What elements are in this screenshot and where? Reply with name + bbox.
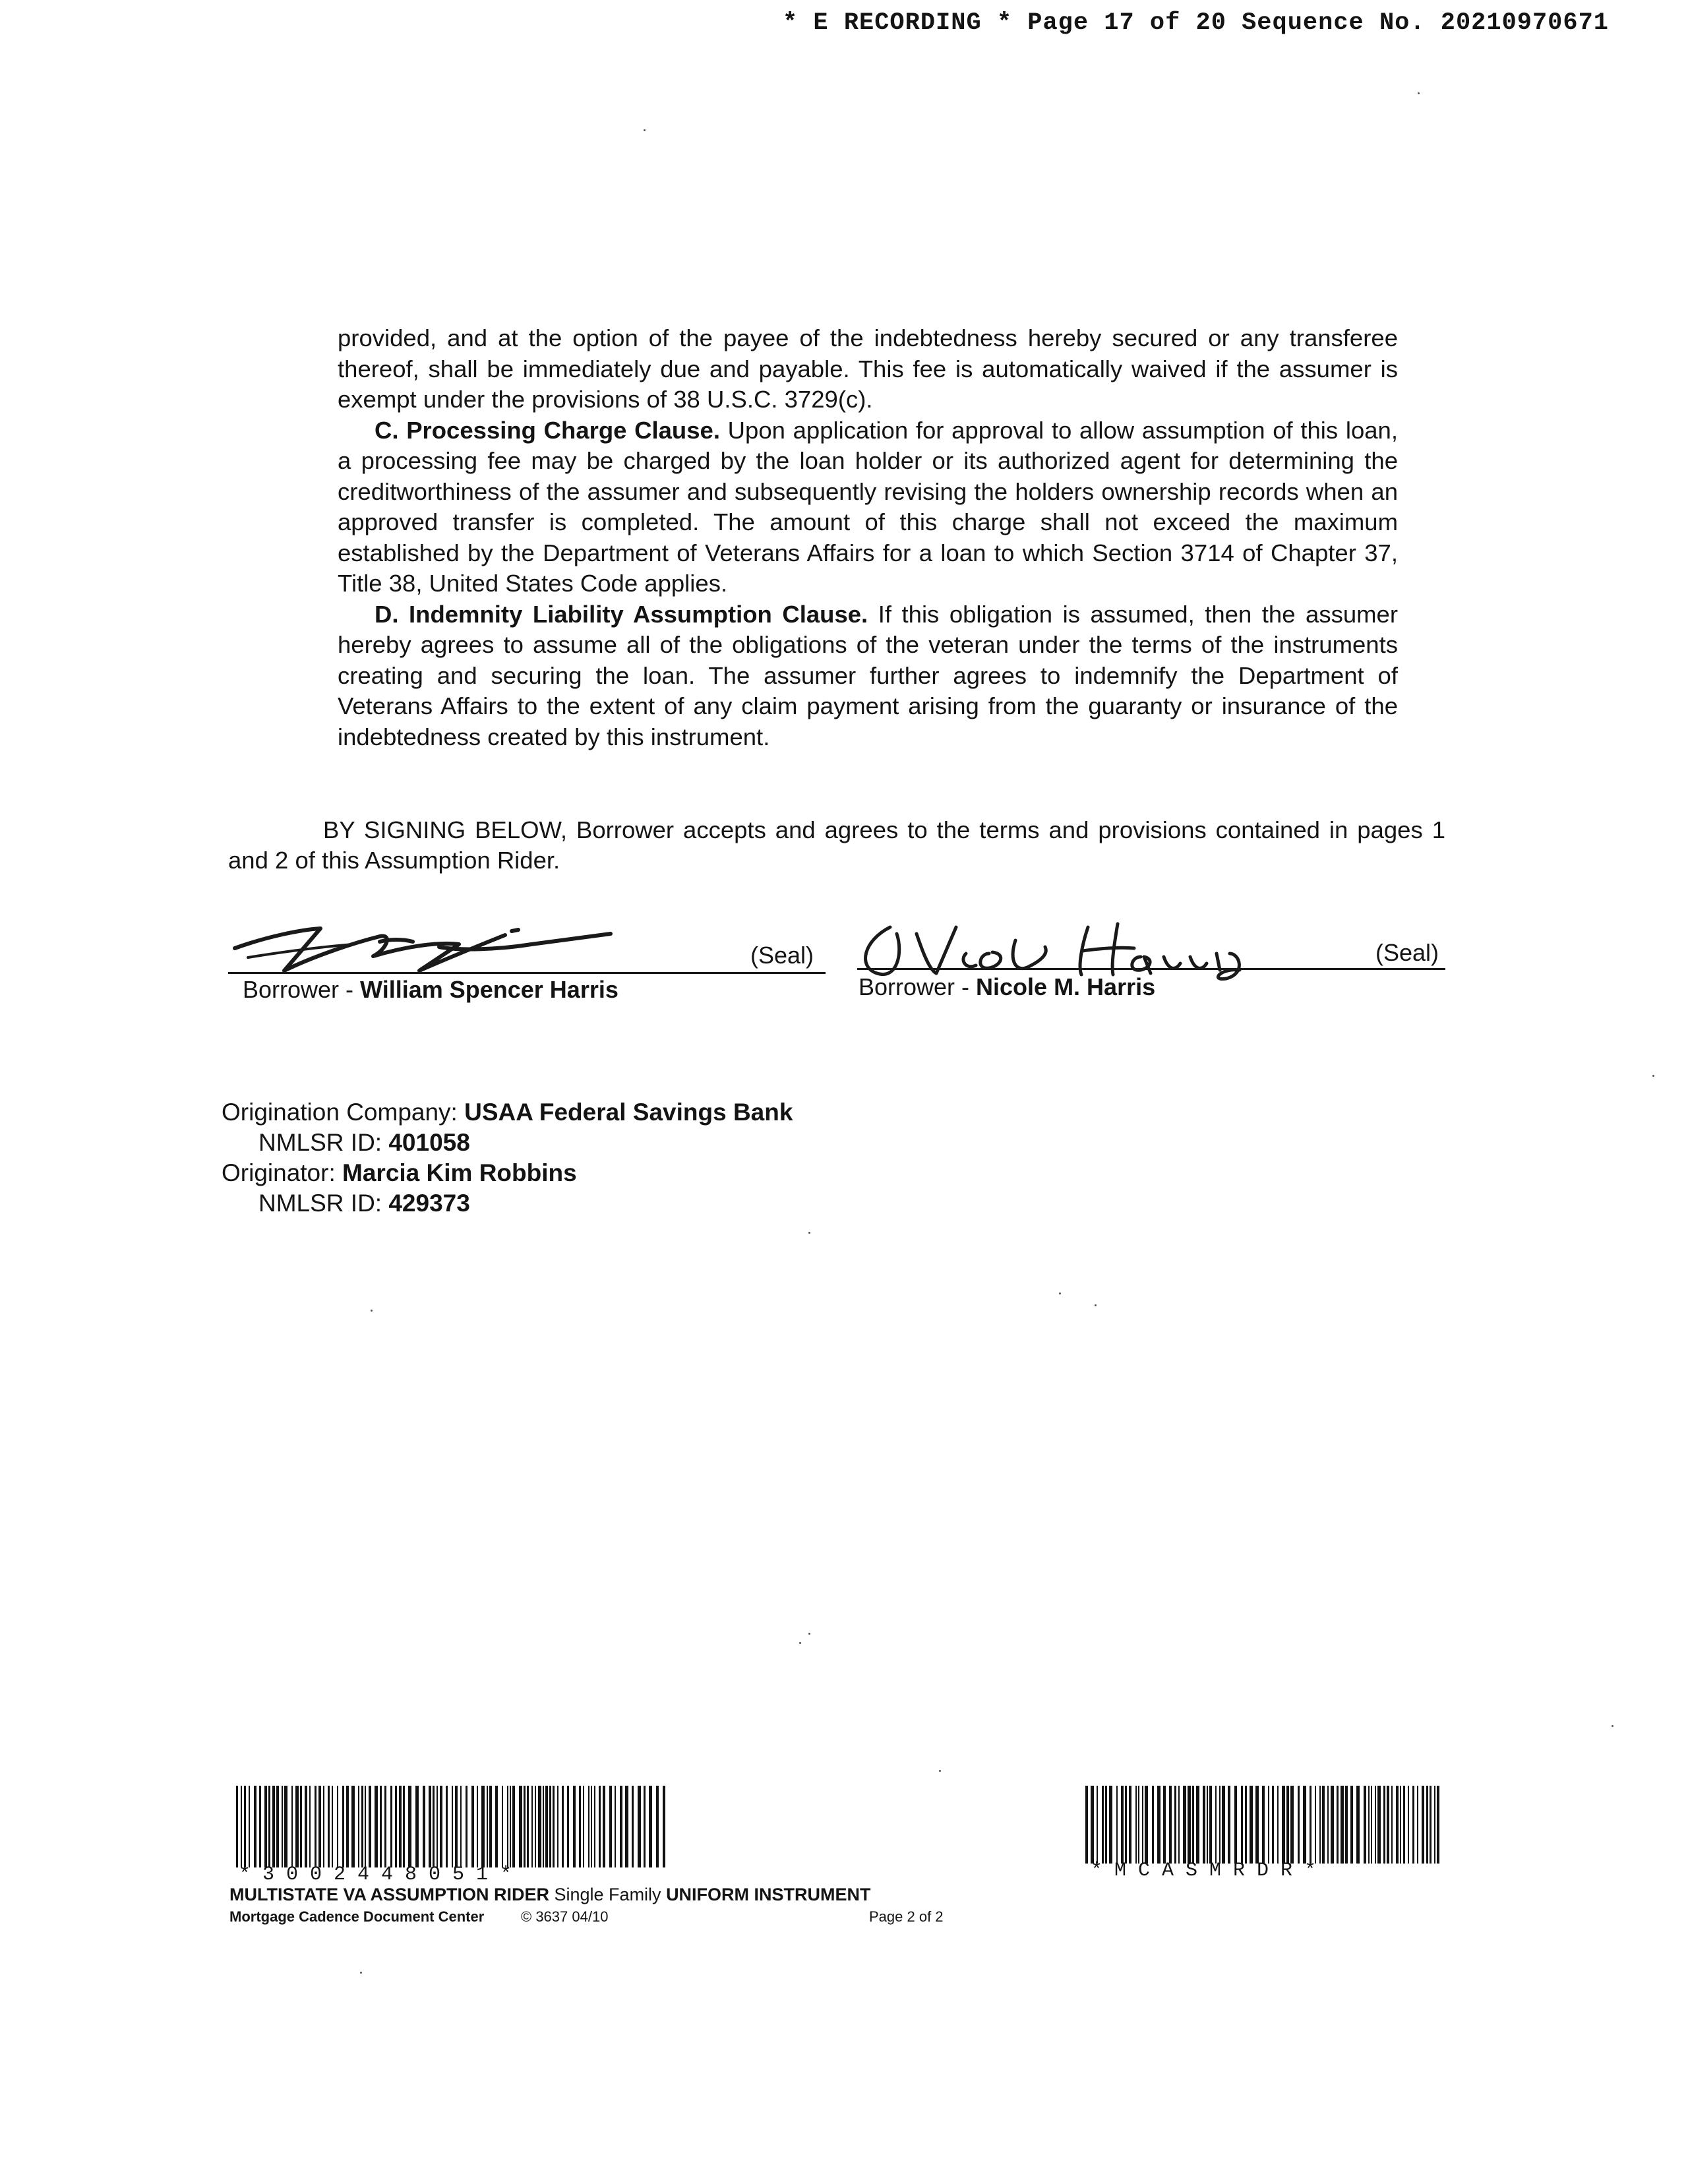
scan-speck [808, 1232, 810, 1234]
recording-header: * E RECORDING * Page 17 of 20 Sequence No. 20210970671 [783, 9, 1609, 37]
borrower1-name: William Spencer Harris [360, 976, 618, 1003]
scan-speck [644, 129, 646, 131]
scan-speck [371, 1310, 373, 1312]
origination-company-value: USAA Federal Savings Bank [464, 1099, 793, 1126]
borrower2-name: Nicole M. Harris [976, 973, 1156, 1000]
company-nmlsr-label: NMLSR ID: [258, 1129, 389, 1156]
borrower1-signature-line [228, 972, 826, 974]
scan-speck [939, 1770, 941, 1772]
borrower2-caption [859, 973, 1155, 1001]
barcode-right-text: * M C A S M R D R * [1091, 1860, 1317, 1882]
borrower2-prefix: Borrower - [859, 973, 977, 1000]
consent-text: BY SIGNING BELOW, Borrower accepts and agrees to the terms and provisions contained in pages 1 and 2 of this Assumption Rider. [228, 816, 1445, 874]
origination-company-label: Origination Company: [222, 1099, 465, 1126]
borrower1-seal-label: (Seal) [750, 942, 814, 969]
paragraph-continuation: provided, and at the option of the payee of the indebtedness hereby secured or any transferee thereof, shall be immediately due and payable. This fee is automatically waived if the assumer is exempt under the provisions of 38 U.S.C. 3729(c). [338, 324, 1398, 413]
doc-center-name: Mortgage Cadence Document Center [229, 1908, 485, 1925]
originator-nmlsr-row [222, 1188, 793, 1219]
form-page-number: Page 2 of 2 [869, 1908, 944, 1925]
borrower2-signature-line [857, 968, 1445, 970]
clause-c [338, 415, 1398, 599]
form-title [229, 1885, 871, 1905]
borrower1-prefix: Borrower - [243, 976, 361, 1003]
form-title-main: MULTISTATE VA ASSUMPTION RIDER [229, 1885, 549, 1904]
company-nmlsr-value: 401058 [388, 1129, 470, 1156]
form-doc-center [229, 1908, 484, 1926]
clause-d-title: D. Indemnity Liability Assumption Clause. [375, 600, 868, 628]
rider-body [338, 323, 1398, 752]
scan-speck [799, 1642, 801, 1644]
originator-nmlsr-value: 429373 [388, 1190, 470, 1217]
scan-speck [360, 1972, 362, 1974]
document-barcode-left [236, 1786, 666, 1867]
company-nmlsr-row [222, 1128, 793, 1158]
document-barcode-right [1085, 1786, 1440, 1864]
signing-consent [228, 815, 1445, 876]
scan-speck [808, 1633, 810, 1635]
borrower1-caption [243, 976, 618, 1004]
form-title-type: Single Family [549, 1885, 667, 1904]
clause-d [338, 599, 1398, 753]
clause-c-text: Upon application for approval to allow assumption of this loan, a processing fee may be charged by the loan holder or its authorized agent for determining the creditworthiness of the assumer and subsequently revising the holders ownership records when an approved transfer is completed. The amount of this charge shall not exceed the maximum established by the Department of Veterans Affairs for a loan to which Section 3714 of Chapter 37, Title 38, United States Code applies. [338, 416, 1398, 597]
form-title-uniform: UNIFORM INSTRUMENT [666, 1885, 871, 1904]
originator-nmlsr-label: NMLSR ID: [258, 1190, 389, 1217]
originator-row [222, 1158, 793, 1188]
barcode-left-text: * 3 0 0 2 4 4 8 0 5 1 * [239, 1864, 512, 1886]
origination-company-row [222, 1097, 793, 1128]
origination-block [222, 1097, 793, 1219]
originator-value: Marcia Kim Robbins [342, 1159, 577, 1186]
scan-speck [1095, 1304, 1097, 1306]
borrower2-seal-label: (Seal) [1375, 939, 1439, 966]
scan-speck [1652, 1075, 1654, 1077]
scan-speck [1059, 1292, 1061, 1294]
clause-c-title: C. Processing Charge Clause. [375, 416, 720, 444]
scan-speck [1418, 92, 1420, 94]
scan-speck [1612, 1725, 1613, 1727]
form-copyright: © 3637 04/10 [521, 1908, 609, 1925]
originator-label: Originator: [222, 1159, 343, 1186]
clause-d-text: If this obligation is assumed, then the assumer hereby agrees to assume all of the obligations of the veteran under the terms of the instruments creating and securing the loan. The assumer further agrees to indemnify the Department of Veterans Affairs to the extent of any claim payment arising from the guaranty or insurance of the indebtedness created by this instrument. [338, 600, 1398, 750]
